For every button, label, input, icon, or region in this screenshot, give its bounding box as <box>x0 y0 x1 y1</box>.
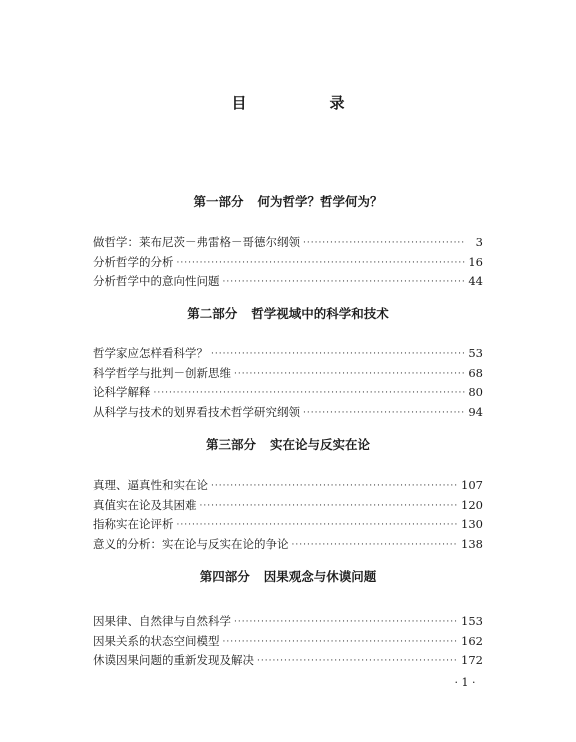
leader-dots <box>223 273 466 293</box>
part-heading <box>93 435 483 455</box>
toc-entry[interactable] <box>93 364 483 384</box>
toc-list <box>93 476 483 554</box>
entry-page: 94 <box>468 404 483 419</box>
entry-title: 做哲学：莱布尼茨－弗雷格－哥德尔纲领 <box>93 235 300 249</box>
entry-title: 科学哲学与批判－创新思维 <box>93 365 231 380</box>
toc-entry[interactable] <box>93 651 483 671</box>
entry-page: 172 <box>461 653 483 667</box>
toc-entry[interactable] <box>93 233 483 253</box>
part-label: 第四部分 <box>199 569 250 584</box>
toc-entry[interactable] <box>93 253 483 273</box>
toc-entry[interactable] <box>93 272 483 292</box>
leader-dots <box>234 613 458 633</box>
toc-entry[interactable] <box>93 496 483 516</box>
toc-entry[interactable] <box>93 612 483 632</box>
entry-title: 真值实在论及其困难 <box>93 497 197 512</box>
leader-dots <box>303 404 465 424</box>
entry-page: 138 <box>461 536 483 551</box>
entry-page: 130 <box>461 517 483 531</box>
toc-entry[interactable] <box>93 476 483 496</box>
entry-page: 120 <box>461 497 483 512</box>
part-title: 因果观念与休谟问题 <box>263 569 377 584</box>
entry-title: 分析哲学中的意向性问题 <box>93 274 220 288</box>
part-4 <box>93 567 483 671</box>
part-label: 第三部分 <box>205 437 256 452</box>
entry-page: 3 <box>475 235 483 249</box>
leader-dots <box>154 384 466 404</box>
part-title: 实在论与反实在论 <box>270 437 371 452</box>
toc-list <box>93 344 483 422</box>
part-title: 哲学视域中的科学和技术 <box>251 306 389 321</box>
toc-entry[interactable] <box>93 632 483 652</box>
part-1 <box>93 192 483 292</box>
part-label: 第一部分 <box>193 194 244 209</box>
entry-page: 16 <box>468 254 483 269</box>
page-number: · 1 · <box>454 676 476 689</box>
toc-list <box>93 233 483 292</box>
entry-title: 指称实在论评析 <box>93 517 174 531</box>
leader-dots <box>177 516 459 536</box>
entry-title: 哲学家应怎样看科学？ <box>93 346 208 360</box>
toc-entry[interactable] <box>93 515 483 535</box>
entry-title: 因果律、自然律与自然科学 <box>93 614 231 628</box>
entry-page: 153 <box>461 614 483 628</box>
entry-title: 从科学与技术的划界看技术哲学研究纲领 <box>93 404 300 419</box>
entry-title: 休谟因果问题的重新发现及解决 <box>93 653 254 667</box>
entry-title: 论科学解释 <box>93 385 151 399</box>
entry-title: 因果关系的状态空间模型 <box>93 633 220 648</box>
leader-dots <box>200 497 459 517</box>
toc-entry[interactable] <box>93 383 483 403</box>
entry-page: 68 <box>468 365 483 380</box>
part-heading <box>93 567 483 587</box>
leader-dots <box>234 365 465 385</box>
leader-dots <box>223 633 459 653</box>
entry-title: 分析哲学的分析 <box>93 254 174 269</box>
part-title: 何为哲学？哲学何为？ <box>257 194 383 209</box>
entry-page: 107 <box>461 478 483 492</box>
toc-list <box>93 612 483 671</box>
entry-title: 意义的分析：实在论与反实在论的争论 <box>93 536 289 551</box>
part-2 <box>93 304 483 422</box>
part-3 <box>93 435 483 554</box>
entry-page: 162 <box>461 633 483 648</box>
toc-entry[interactable] <box>93 535 483 555</box>
page-title: 目 录 <box>231 94 379 112</box>
entry-page: 53 <box>468 346 483 360</box>
part-heading <box>93 192 483 212</box>
leader-dots <box>303 234 466 254</box>
toc-entry[interactable] <box>93 403 483 423</box>
leader-dots <box>211 477 458 497</box>
leader-dots <box>211 345 465 365</box>
toc-entry[interactable] <box>93 344 483 364</box>
leader-dots <box>177 254 466 274</box>
entry-page: 80 <box>468 385 483 399</box>
leader-dots <box>292 536 459 556</box>
part-heading <box>93 304 483 324</box>
leader-dots <box>257 652 458 672</box>
part-label: 第二部分 <box>187 306 238 321</box>
entry-page: 44 <box>468 274 483 288</box>
entry-title: 真理、逼真性和实在论 <box>93 478 208 492</box>
